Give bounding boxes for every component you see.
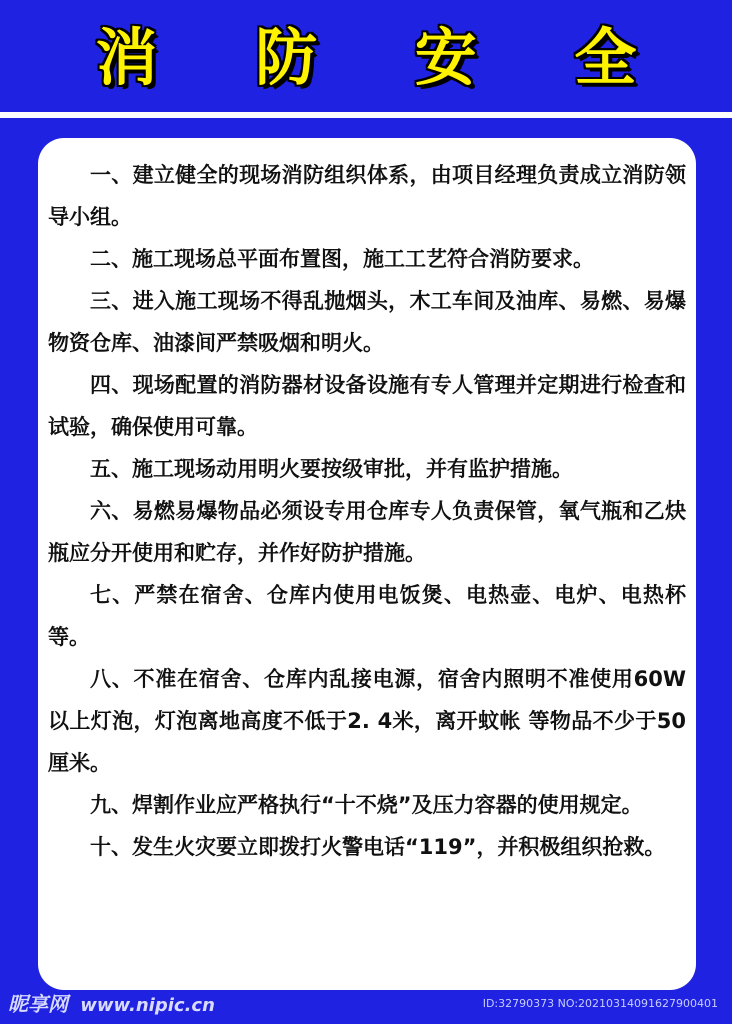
header-divider (0, 112, 732, 118)
watermark-brand: 昵享网 (8, 992, 68, 1016)
rule-item-3: 三、进入施工现场不得乱抛烟头，木工车间及油库、易燃、易爆物资仓库、油漆间严禁吸烟和明火。 (48, 289, 686, 355)
rule-item-5: 五、施工现场动用明火要按级审批，并有监护措施。 (90, 457, 573, 481)
page-title: 消 防 安 全 (95, 21, 675, 94)
rule-item-8: 八、不准在宿舍、仓库内乱接电源，宿舍内照明不准使用60W以上灯泡，灯泡离地高度不低于2. 4米，离开蚊帐 等物品不少于50厘米。 (48, 667, 686, 775)
watermark-logo (8, 990, 215, 1018)
content-panel (38, 138, 696, 990)
watermark-id: ID:32790373 NO:20210314091627900401 (482, 997, 718, 1010)
rule-item-6: 六、易燃易爆物品必须设专用仓库专人负责保管，氧气瓶和乙炔瓶应分开使用和贮存，并作好防护措施。 (48, 499, 686, 565)
rule-item-10: 十、发生火灾要立即拨打火警电话“119”，并积极组织抢救。 (90, 835, 666, 859)
rule-item-2: 二、施工现场总平面布置图，施工工艺符合消防要求。 (90, 247, 594, 271)
header-band (0, 0, 732, 112)
rule-item-1: 一、建立健全的现场消防组织体系，由项目经理负责成立消防领导小组。 (48, 163, 686, 229)
watermark-site: www.nipic.cn (80, 995, 215, 1016)
rule-item-4: 四、现场配置的消防器材设备设施有专人管理并定期进行检查和试验，确保使用可靠。 (48, 373, 686, 439)
rule-item-7: 七、严禁在宿舍、仓库内使用电饭煲、电热壶、电炉、电热杯等。 (48, 583, 686, 649)
rule-item-9: 九、焊割作业应严格执行“十不烧”及压力容器的使用规定。 (90, 793, 643, 817)
